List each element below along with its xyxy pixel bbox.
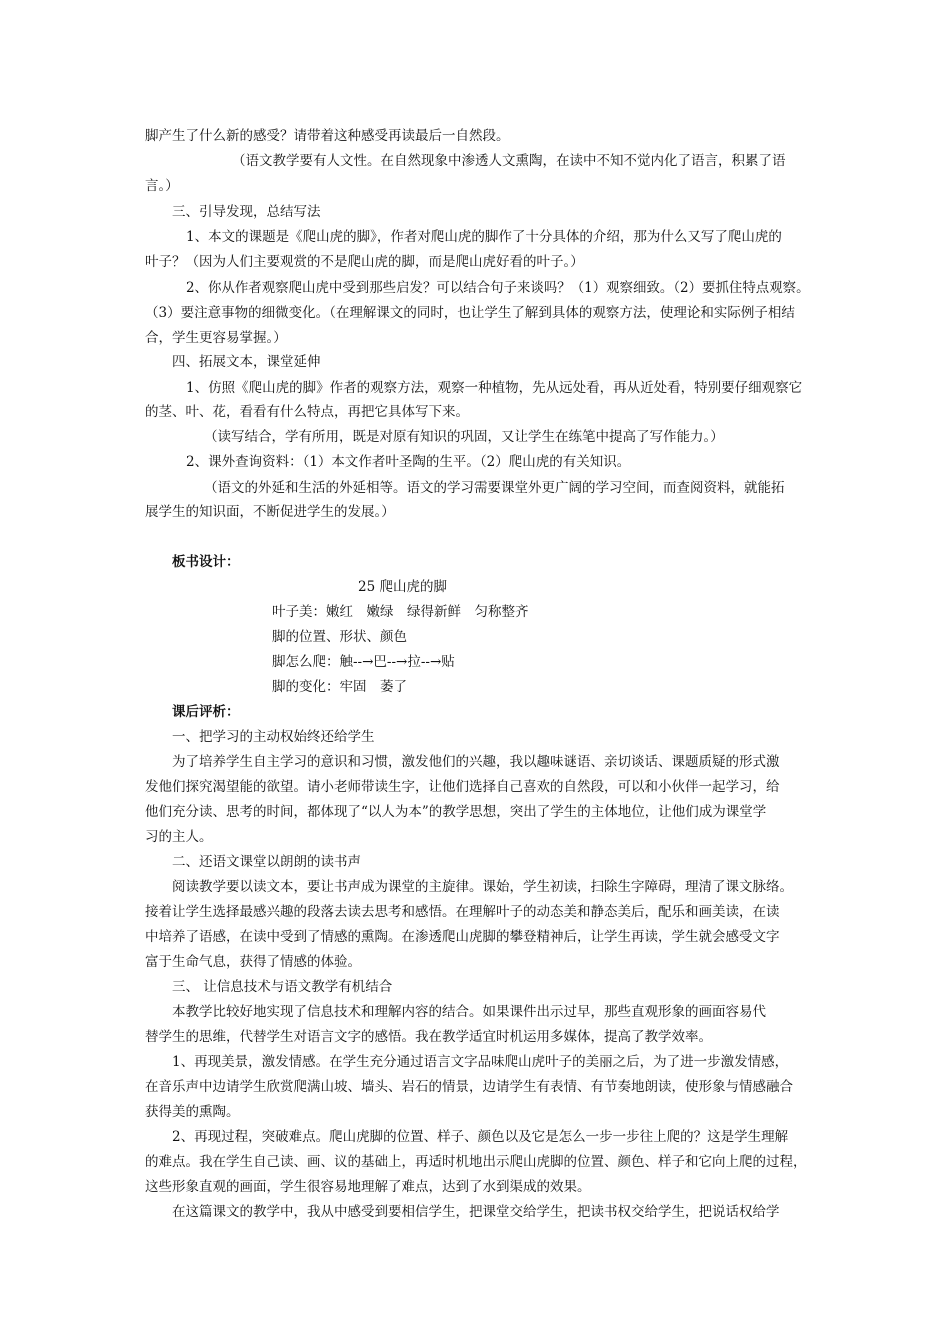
paragraph-line: 发他们探究渴望能的欲望。请小老师带读生字，让他们选择自己喜欢的自然段，可以和小伙伴一起学习，给 <box>145 779 780 795</box>
paragraph-line: 替学生的思维，代替学生对语言文字的感悟。我在教学适宜时机运用多媒体，提高了教学效率。 <box>145 1029 712 1045</box>
board-item: 脚怎么爬：触--→巴--→拉--→贴 <box>272 654 455 670</box>
paragraph-line: 在这篇课文的教学中，我从中感受到要相信学生，把课堂交给学生，把读书权交给学生，把说话权给学 <box>172 1204 780 1220</box>
paragraph-line: 合，学生更容易掌握。） <box>145 330 287 346</box>
paragraph-line: 中培养了语感，在读中受到了情感的熏陶。在渗透爬山虎脚的攀登精神后，让学生再读，学生就会感受文字 <box>145 929 780 945</box>
section-heading: 二、还语文课堂以朗朗的读书声 <box>172 854 361 870</box>
board-title: 25 爬山虎的脚 <box>358 579 447 595</box>
paragraph-line: 阅读教学要以读文本，要让书声成为课堂的主旋律。课始，学生初读，扫除生字障碍，理清了课文脉络。 <box>172 879 793 895</box>
paragraph-line: 言。） <box>145 178 179 194</box>
paragraph-line: （3）要注意事物的细微变化。（在理解课文的同时，也让学生了解到具体的观察方法，使理论和实际例子相结 <box>145 305 795 321</box>
paragraph-line: （语文教学要有人文性。在自然现象中渗透人文熏陶，在读中不知不觉内化了语言，积累了语 <box>232 153 786 169</box>
paragraph-line: 他们充分读、思考的时间，都体现了“以人为本”的教学思想，突出了学生的主体地位，让他们成为课堂学 <box>145 804 767 820</box>
paragraph-line: 2、课外查询资料：（1）本文作者叶圣陶的生平。（2）爬山虎的有关知识。 <box>186 454 631 470</box>
paragraph-line: 展学生的知识面，不断促进学生的发展。） <box>145 504 395 520</box>
section-heading: 一、把学习的主动权始终还给学生 <box>172 729 375 745</box>
paragraph-line: 为了培养学生自主学习的意识和习惯，激发他们的兴趣，我以趣味谜语、亲切谈话、课题质疑的形式激 <box>172 754 780 770</box>
paragraph-line: 的难点。我在学生自己读、画、议的基础上，再适时机地出示爬山虎脚的位置、颜色、样子和它向上爬的过程， <box>145 1154 807 1170</box>
section-heading: 四、拓展文本，课堂延伸 <box>172 354 321 370</box>
paragraph-line: 在音乐声中边请学生欣赏爬满山坡、墙头、岩石的情景，边请学生有表情、有节奏地朗读，使形象与情感融合 <box>145 1079 793 1095</box>
board-item: 叶子美：嫩红 嫩绿 绿得新鲜 匀称整齐 <box>272 604 529 620</box>
paragraph-line: （语文的外延和生活的外延相等。语文的学习需要课堂外更广阔的学习空间，而查阅资料，就能拓 <box>204 480 785 496</box>
board-design-heading: 板书设计： <box>172 554 240 570</box>
paragraph-line: 叶子？（因为人们主要观赏的不是爬山虎的脚，而是爬山虎好看的叶子。） <box>145 254 584 270</box>
paragraph-line: 习的主人。 <box>145 829 213 845</box>
paragraph-line: 这些形象直观的画面，学生很容易地理解了难点，达到了水到渠成的效果。 <box>145 1179 591 1195</box>
section-heading: 三、引导发现，总结写法 <box>172 204 321 220</box>
paragraph-line: 脚产生了什么新的感受？请带着这种感受再读最后一自然段。 <box>145 128 510 144</box>
paragraph-line: 富于生命气息，获得了情感的体验。 <box>145 954 361 970</box>
review-heading: 课后评析： <box>172 704 240 720</box>
paragraph-line: 本教学比较好地实现了信息技术和理解内容的结合。如果课件出示过早，那些直观形象的画面容易代 <box>172 1004 766 1020</box>
paragraph-line: 1、本文的课题是《爬山虎的脚》，作者对爬山虎的脚作了十分具体的介绍，那为什么又写了爬山虎的 <box>186 229 782 245</box>
paragraph-line: 2、你从作者观察爬山虎中受到那些启发？可以结合句子来谈吗？（1）观察细致。（2）要抓住特点观察。 <box>186 280 810 296</box>
paragraph-line: 2、再现过程，突破难点。爬山虎脚的位置、样子、颜色以及它是怎么一步一步往上爬的？这是学生理解 <box>172 1129 789 1145</box>
paragraph-line: （读写结合，学有所用，既是对原有知识的巩固，又让学生在练笔中提高了写作能力。） <box>204 429 724 445</box>
paragraph-line: 1、再现美景，激发情感。在学生充分通过语言文字品味爬山虎叶子的美丽之后，为了进一步激发情感， <box>172 1054 789 1070</box>
paragraph-line: 获得美的熏陶。 <box>145 1104 240 1120</box>
section-heading: 三、 让信息技术与语文教学有机结合 <box>172 979 393 995</box>
paragraph-line: 的茎、叶、花，看看有什么特点，再把它具体写下来。 <box>145 404 469 420</box>
board-item: 脚的变化：牢固 萎了 <box>272 679 407 695</box>
paragraph-line: 接着让学生选择最感兴趣的段落去读去思考和感悟。在理解叶子的动态美和静态美后，配乐和画美读，在读 <box>145 904 780 920</box>
paragraph-line: 1、仿照《爬山虎的脚》作者的观察方法，观察一种植物，先从远处看，再从近处看，特别要仔细观察它 <box>186 380 803 396</box>
board-item: 脚的位置、形状、颜色 <box>272 629 407 645</box>
